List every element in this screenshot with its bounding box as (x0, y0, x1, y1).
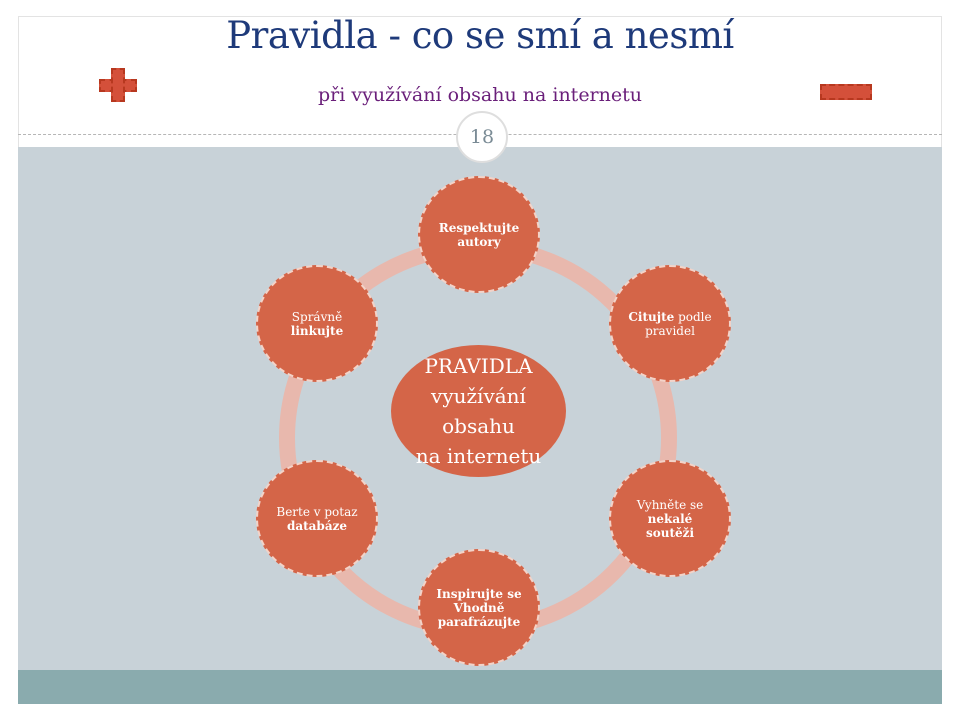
node-cite-bold: Citujte (628, 309, 675, 324)
node-avoid-unfair-competition (609, 460, 731, 577)
center-line-4: na internetu (415, 444, 542, 468)
node-respect-line-1: Respektujte (438, 220, 520, 235)
center-line-2: využívání (431, 384, 526, 408)
node-cite-rules (609, 265, 731, 382)
node-databases-line-2: databáze (286, 518, 348, 533)
node-avoid-line-1: Vyhněte se (636, 497, 704, 512)
node-consider-databases (256, 460, 378, 577)
slide-subtitle: při využívání obsahu na internetu (318, 84, 642, 106)
node-avoid-line-2: nekalé (647, 511, 693, 526)
node-cite-line-2: pravidel (645, 323, 695, 338)
center-line-1: PRAVIDLA (424, 354, 533, 378)
slide-number-badge: 18 (456, 111, 508, 163)
node-inspire-line-3: parafrázujte (437, 614, 521, 629)
node-link-line-2: linkujte (290, 323, 344, 338)
node-cite-rest: podle (674, 309, 712, 324)
node-inspire-line-1: Inspirujte se (436, 586, 522, 601)
node-inspire-line-2: Vhodně (453, 600, 505, 615)
node-respect-line-2: autory (457, 234, 501, 249)
node-cite-line-1 (628, 310, 711, 324)
node-respect-authors (418, 176, 540, 293)
node-avoid-line-3: soutěži (645, 525, 695, 540)
node-link-line-1: Správně (291, 309, 343, 324)
center-node-rules (391, 345, 566, 477)
center-line-3: obsahu (442, 414, 515, 438)
node-databases-line-1: Berte v potaz (276, 504, 358, 519)
node-inspire-paraphrase (418, 549, 540, 666)
slide-title: Pravidla - co se smí a nesmí (226, 14, 734, 57)
node-link-correctly (256, 265, 378, 382)
